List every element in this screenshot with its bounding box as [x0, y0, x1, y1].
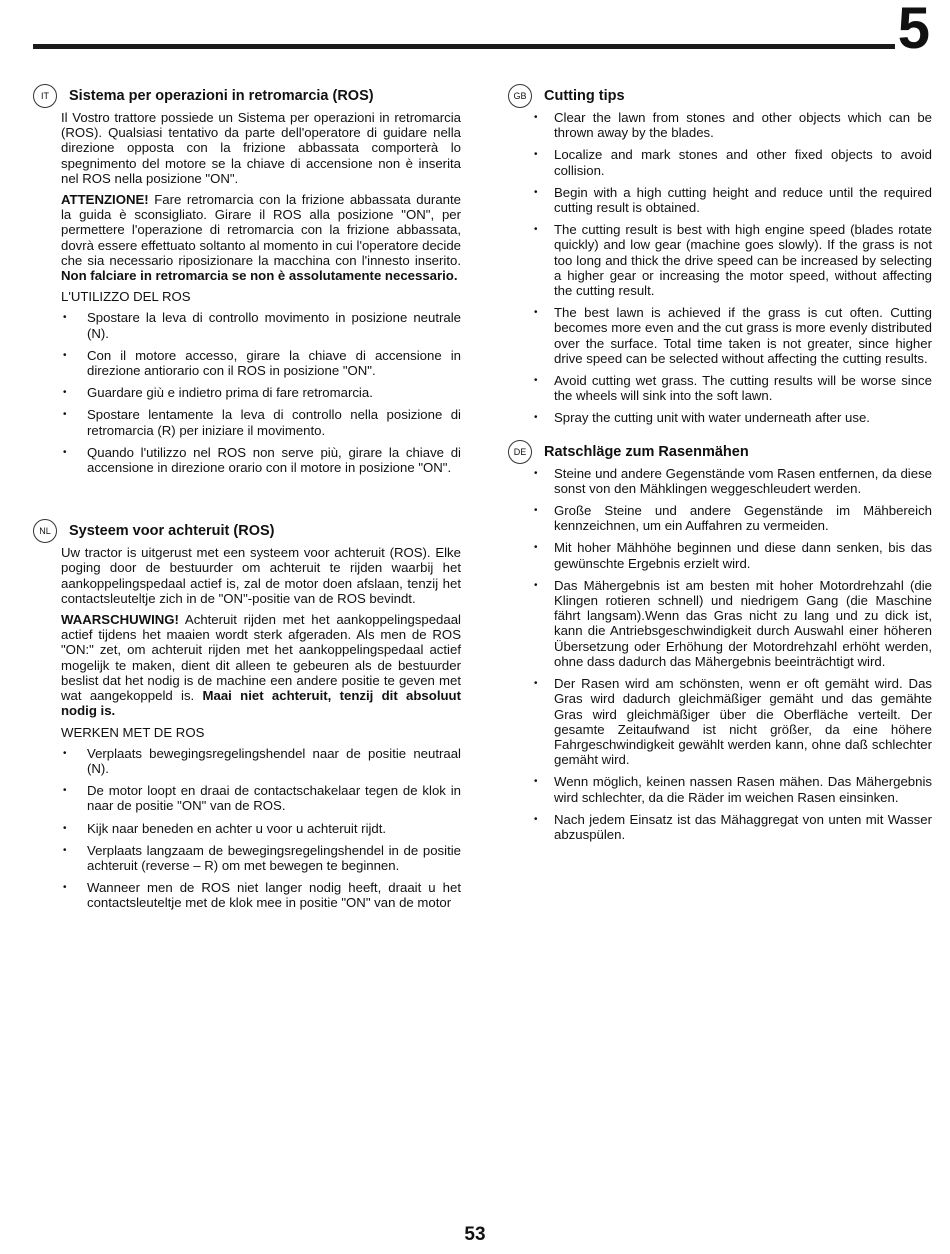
language-badge-icon: GB [508, 84, 532, 108]
list-item: • The best lawn is achieved if the grass is cut often. Cutting becomes more even and the cut grass is more evenly distributed over the surface. Total time taken is not greater, since higher drive speed can be selected without affecting the cutting results. [532, 305, 932, 366]
section-title: Sistema per operazioni in retromarcia (ROS) [69, 88, 374, 104]
subheading: WERKEN MET DE ROS [61, 724, 205, 740]
language-badge-icon: DE [508, 440, 532, 464]
tips-list [532, 110, 932, 426]
list-item: • Verplaats langzaam de bewegingsregelingshendel in de positie achteruit (reverse – R) om met bewegen te beginnen. [61, 843, 461, 873]
language-badge-icon: IT [33, 84, 57, 108]
paragraph [61, 545, 461, 606]
paragraph-text: Il Vostro trattore possiede un Sistema per operazioni in retromarcia (ROS). Qualsiasi tentativo da parte dell'operatore di guidare nella direzione opposta con la frizione abbassata comporterà lo spegnimento del motore se la chiave di accensione non è inserita nel ROS nella posizione "ON". [61, 110, 461, 186]
left-column [33, 84, 461, 929]
instruction-list [61, 746, 461, 911]
list-item: • Quando l'utilizzo nel ROS non serve più, girare la chiave di accensione in direzione orario con il motore in posizione "ON". [61, 445, 461, 475]
list-item: • Spostare la leva di controllo movimento in posizione neutrale (N). [61, 310, 461, 340]
section-body [33, 110, 461, 475]
list-item: • Wanneer men de ROS niet langer nodig heeft, draait u het contactsleuteltje met de klok mee in positie "ON" van de motor [61, 880, 461, 910]
list-item: • Große Steine und andere Gegenstände im Mähbereich kennzeichnen, um ein Auffahren zu vermeiden. [532, 503, 932, 533]
section-header [508, 84, 932, 108]
list-item: • Das Mähergebnis ist am besten mit hoher Motordrehzahl (die Klingen rotieren schnell) und niedrigem Gang (die Maschine fährt langsam).Wenn das Gras nicht zu lang und zu dick ist, kann die Antriebsgeschwindigkeit durch Auswahl einer höheren Übersetzung oder Erhöhung der Motordrehzahl erhöht werden, ohne dass dadurch das Mähergebnis beeinträchtigt wird. [532, 578, 932, 669]
section-header [33, 519, 461, 543]
warning-paragraph [61, 192, 461, 283]
list-item: • Spostare lentamente la leva di controllo nella posizione di retromarcia (R) per iniziare il movimento. [61, 407, 461, 437]
section-body [508, 466, 932, 842]
chapter-number: 5 [897, 0, 930, 61]
warning-emphasis: Maai niet achteruit, tenzij dit absoluut nodig is. [61, 688, 461, 719]
section-header [508, 440, 932, 464]
list-item: • De motor loopt en draai de contactschakelaar tegen de klok in naar de positie "ON" van de ROS. [61, 783, 461, 813]
instruction-list [61, 310, 461, 475]
tips-list [532, 466, 932, 842]
right-column [508, 84, 932, 860]
warning-lead: ATTENZIONE! [61, 192, 149, 208]
list-item: • Spray the cutting unit with water underneath after use. [532, 410, 932, 425]
list-item: • Clear the lawn from stones and other objects which can be thrown away by the blades. [532, 110, 932, 140]
list-item: • Localize and mark stones and other fixed objects to avoid collision. [532, 147, 932, 177]
section-title: Ratschläge zum Rasenmähen [544, 443, 749, 460]
section-header [33, 84, 461, 108]
subheading: L'UTILIZZO DEL ROS [61, 289, 191, 305]
language-badge-icon: NL [33, 519, 57, 543]
list-item: • Mit hoher Mähhöhe beginnen und diese dann senken, bis das gewünschte Ergebnis erzielt wird. [532, 540, 932, 570]
section-gb [508, 84, 932, 426]
header-rule [33, 44, 895, 49]
paragraph [61, 110, 461, 186]
section-it [33, 84, 461, 475]
section-title: Cutting tips [544, 88, 625, 104]
page-number: 53 [464, 1224, 486, 1245]
section-title: Systeem voor achteruit (ROS) [69, 523, 275, 540]
list-item: • Der Rasen wird am schönsten, wenn er oft gemäht wird. Das Gras wird dadurch gleichmäßiger gemäht und das gemähte Gras wird gleichmäßiger über die Oberfläche verteilt. Der gesamte Zeitaufwand ist nicht größer, da eine höhere Fahrgeschwindigkeit gewählt werden kann, ohne daß schlechter gemäht wird. [532, 676, 932, 767]
list-item: • Kijk naar beneden en achter u voor u achteruit rijdt. [61, 821, 461, 836]
section-nl [33, 519, 461, 910]
warning-paragraph [61, 612, 461, 718]
warning-text: Fare retromarcia con la frizione abbassata durante la guida è sconsigliato. Girare il ROS alla posizione "ON", per permettere l'operazione di retromarcia con la frizione abbassata, dovrà essere effettuato soltanto al momento in cui l'operatore decide che sia necessario riposizionare la macchina con l'innesto inserito. [61, 192, 461, 268]
list-item: • Verplaats bewegingsregelingshendel naar de positie neutraal (N). [61, 746, 461, 776]
warning-text: Achteruit rijden met het aankoppelingspedaal actief tijdens het maaien wordt sterk afgeraden. Als men de ROS "ON:" zet, om achteruit rijden met het aankoppelingspedaal actief mogelijk te maken, dient dit alleen te gebeuren als de bestuurder beslist dat het nodig is de machine een andere positie te geven met wat aangekoppeld is. [61, 612, 461, 704]
list-item: • The cutting result is best with high engine speed (blades rotate quickly) and low gear (machine goes slowly). If the grass is not too long and thick the drive speed can be increased by selecting a higher gear or increasing the motor speed, without affecting the cutting result. [532, 222, 932, 298]
list-item: • Guardare giù e indietro prima di fare retromarcia. [61, 385, 461, 400]
list-item: • Wenn möglich, keinen nassen Rasen mähen. Das Mähergebnis wird schlechter, da die Räder im weichen Rasen einsinken. [532, 774, 932, 804]
section-body [33, 545, 461, 910]
list-item: • Steine und andere Gegenstände vom Rasen entfernen, da diese sonst von den Mähklingen weggeschleudert werden. [532, 466, 932, 496]
section-de [508, 440, 932, 842]
section-body [508, 110, 932, 426]
paragraph-text: Uw tractor is uitgerust met een systeem voor achteruit (ROS). Elke poging door de bestuurder om achteruit te rijden waarbij het aankoppelingspedaal actief is, zal de motor doen afslaan, tenzij het contactsleuteltje zich in de "ON"-positie van de ROS bevindt. [61, 545, 461, 606]
list-item: • Avoid cutting wet grass. The cutting results will be worse since the wheels will sink into the soft lawn. [532, 373, 932, 403]
list-item: • Begin with a high cutting height and reduce until the required cutting result is obtained. [532, 185, 932, 215]
warning-emphasis: Non falciare in retromarcia se non è assolutamente necessario. [61, 268, 458, 284]
warning-lead: WAARSCHUWING! [61, 612, 179, 628]
list-item: • Nach jedem Einsatz ist das Mähaggregat von unten mit Wasser abzuspülen. [532, 812, 932, 842]
list-item: • Con il motore accesso, girare la chiave di accensione in direzione antiorario con il ROS in posizione "ON". [61, 348, 461, 378]
